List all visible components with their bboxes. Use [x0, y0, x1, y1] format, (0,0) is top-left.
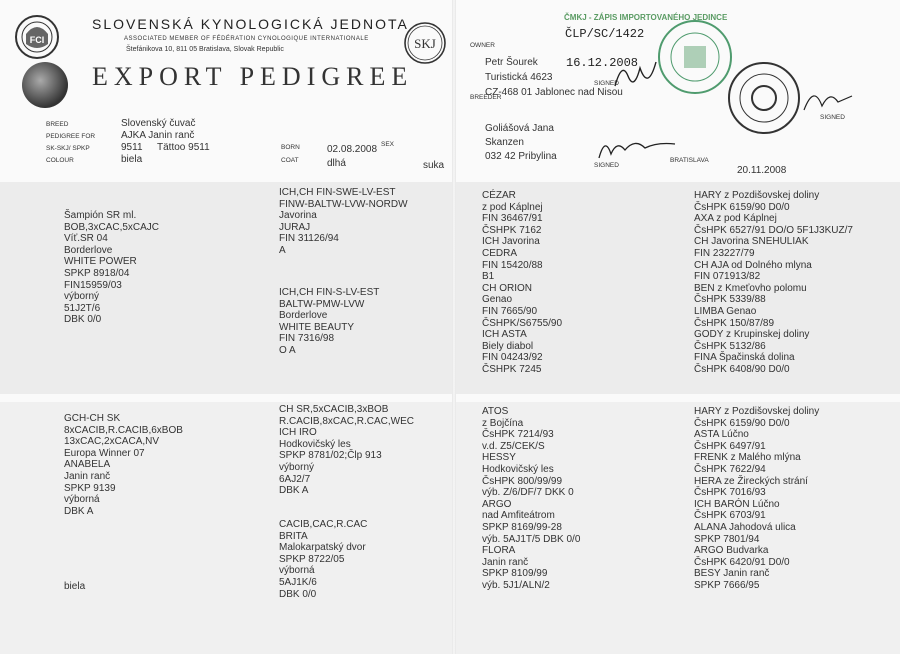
pedigree-line: ICH,CH FIN-SWE-LV-EST [279, 187, 396, 198]
pedigree-line: FIN 36467/91 [482, 213, 543, 225]
pedigree-line: Biely diabol [482, 340, 534, 352]
pedigree-line: ČsHPK 6408/90 D0/0 [694, 363, 790, 375]
owner-street: Turistická 4623 [485, 72, 553, 83]
owner-label: OWNER [470, 42, 495, 49]
pedigree-line: 8xCACIB,R.CACIB,6xBOB [64, 424, 183, 436]
pedigree-line: FIN 04243/92 [482, 352, 543, 364]
hologram-seal [22, 62, 68, 108]
breeder-label: BREEDER [470, 94, 502, 101]
pedigree-line: ČsHPK 800/99/99 [482, 475, 563, 487]
pedigree-line: O A [279, 344, 296, 356]
dog-name: AJKA Janin ranč [121, 130, 195, 141]
pedigree-line: LIMBA Genao [694, 305, 757, 317]
pedigree-line: ČsHPK 6159/90 D0/0 [694, 201, 790, 213]
pedigree-line: ICH BARÓN Lúčno [694, 498, 780, 510]
pedigree-line: CH SR,5xCACIB,3xBOB [279, 404, 389, 415]
pedigree-line: FIN 7316/98 [279, 333, 335, 345]
born-date: 02.08.2008 [327, 144, 378, 155]
pedigree-line: ICH,CH FIN-S-LV-EST [279, 287, 380, 298]
dam-colour: biela [64, 581, 86, 592]
tattoo-number: Tättoo 9511 [157, 142, 210, 153]
coat-label: COAT [281, 157, 299, 164]
pedigree-line: DBK A [64, 505, 94, 517]
pedigree-line: WHITE BEAUTY [279, 321, 355, 333]
pedigree-line: ČsHPK 5132/86 [694, 340, 766, 352]
skj-logo [402, 20, 448, 66]
dam-cell [64, 413, 183, 517]
pedigree-line: ČsHPK 6159/90 D0/0 [694, 417, 790, 429]
pedigree-line: CÉZAR [482, 190, 516, 201]
registration-number: 9511 [121, 142, 143, 153]
pedigree-line: HERA ze Žireckých strání [694, 475, 808, 487]
pedigree-line: v.d. Z5/CEK/S [482, 440, 545, 452]
pedigree-line: Borderlove [279, 310, 328, 322]
owner-signature [610, 56, 660, 96]
pedigree-line: výborná [279, 565, 315, 577]
import-stamp-title: ČMKJ - ZÁPIS IMPORTOVANÉHO JEDINCE [564, 13, 728, 22]
sex-label: SEX [381, 141, 395, 148]
pedigree-line: FIN 7665/90 [482, 305, 538, 317]
pedigree-line: ČsHPK 6703/91 [694, 510, 766, 522]
sire-fourth-generation-cell [694, 190, 853, 376]
document-title: EXPORT PEDIGREE [92, 62, 414, 91]
owner-date: 16.12.2008 [566, 56, 639, 70]
issue-date: 20.11.2008 [737, 165, 787, 176]
sex-value: suka [423, 160, 445, 171]
breed-value: Slovenský čuvač [121, 118, 196, 129]
pedigree-line: Borderlove [64, 244, 113, 256]
pedigree-line: CH ORION [482, 282, 532, 294]
pedigree-line: B1 [482, 271, 495, 283]
registrar-signature [800, 82, 856, 118]
pedigree-line: výb. 5J1/ALN/2 [482, 579, 550, 591]
pedigree-line: ČsHPK 7214/93 [482, 429, 554, 441]
organisation-address: Štefánikova 10, 811 05 Bratislava, Slovak Republic [126, 46, 284, 53]
pedigree-line: ČsHPK 6420/91 D0/0 [694, 556, 790, 568]
pedigree-line: CEDRA [482, 247, 518, 259]
pedigree-line: WHITE POWER [64, 256, 137, 268]
pedigree-line: HESSY [482, 452, 516, 464]
pedigree-line: CACIB,CAC,R.CAC [279, 519, 368, 530]
pedigree-line: ČsHPK 7016/93 [694, 487, 766, 499]
fci-membership: ASSOCIATED MEMBER OF FÉDÉRATION CYNOLOGIQUE INTERNATIONALE [124, 36, 369, 42]
pedigree-line: AXA z pod Káplnej [694, 213, 777, 225]
pedigree-line: HARY z Pozdišovskej doliny [694, 406, 820, 417]
pedigree-line: ČSHPK/S6755/90 [482, 317, 563, 329]
pedigree-line: ARGO Budvarka [694, 545, 769, 557]
pedigree-line: 5AJ1K/6 [279, 576, 317, 588]
pedigree-line: ANABELA [64, 459, 111, 471]
pedigree-line: FLORA [482, 545, 516, 557]
owner-city: CZ-468 01 Jablonec nad Nisou [485, 87, 623, 98]
pedigree-line: ČSHPK 7245 [482, 363, 542, 375]
pedigree-line: výb. Z/6/DF/7 DKK 0 [482, 487, 574, 499]
pedigree-line: ARGO [482, 498, 512, 510]
breeder-name: Goliášová Jana [485, 123, 554, 134]
pedigree-line: Javorina [279, 210, 317, 222]
sire-cell [64, 210, 159, 326]
breed-label: BREED [46, 121, 69, 128]
pedigree-line: FIN 23227/79 [694, 247, 755, 259]
colour-label: COLOUR [46, 157, 74, 164]
pedigree-line: BRITA [279, 530, 308, 542]
breeder-city: 032 42 Pribylina [485, 151, 557, 162]
pedigree-line: FINA Špačinská dolina [694, 352, 795, 364]
pedigree-line: DBK 0/0 [279, 588, 317, 600]
pedigree-line: SPKP 8169/99-28 [482, 521, 562, 533]
pedigree-line: ČsHPK 7622/94 [694, 463, 766, 475]
pedigree-line: Janin ranč [482, 556, 529, 568]
pedigree-line: Genao [482, 294, 513, 306]
pedigree-line: výborná [64, 494, 100, 506]
dam-sire-cell [279, 404, 414, 497]
pedigree-line: FIN 15420/88 [482, 259, 543, 271]
pedigree-line: FINW-BALTW-LVW-NORDW [279, 198, 408, 210]
pedigree-line: R.CACIB,8xCAC,R.CAC,WEC [279, 415, 415, 427]
pedigree-line: A [279, 244, 286, 256]
pedigree-line: 6AJ2/7 [279, 473, 311, 485]
pedigree-line: BESY Janin ranč [694, 568, 770, 580]
pedigree-line: SPKP 7801/94 [694, 533, 760, 545]
organisation-name: SLOVENSKÁ KYNOLOGICKÁ JEDNOTA [92, 16, 409, 32]
pedigree-line: Víť.SR 04 [64, 233, 108, 245]
pedigree-line: GCH-CH SK [64, 413, 121, 424]
coat-value: dlhá [327, 158, 346, 169]
round-stamp-black [726, 60, 802, 136]
pedigree-line: SPKP 8781/02;Člp 913 [279, 450, 382, 462]
registration-label: SK-SKJ/ SPKP [46, 145, 90, 152]
pedigree-line: Hodkovičský les [482, 463, 554, 475]
pedigree-line: Europa Winner 07 [64, 447, 145, 459]
dam-third-generation-cell [482, 406, 580, 592]
pedigree-line: HARY z Pozdišovskej doliny [694, 190, 820, 201]
pedigree-line: CH Javorina SNEHULIAK [694, 236, 809, 248]
dam-fourth-generation-cell [694, 406, 819, 592]
pedigree-line: Hodkovičský les [279, 438, 351, 450]
svg-text:FCI: FCI [29, 35, 45, 45]
page-fold [452, 0, 456, 654]
pedigree-line: DBK 0/0 [64, 314, 102, 326]
pedigree-line: ČsHPK 5339/88 [694, 294, 766, 306]
pedigree-line: SPKP 7666/95 [694, 579, 760, 591]
pedigree-line: FIN 31126/94 [279, 233, 339, 245]
pedigree-line: nad Amfiteátrom [482, 510, 555, 522]
pedigree-line: SPKP 9139 [64, 482, 116, 494]
pedigree-line: DBK A [279, 485, 309, 497]
pedigree-line: ALANA Jahodová ulica [694, 521, 796, 533]
pedigree-line: CH AJA od Dolného mlyna [694, 259, 812, 271]
pedigree-line: 13xCAC,2xCACA,NV [64, 436, 160, 448]
pedigree-line: ČsHPK 6497/91 [694, 440, 766, 452]
sire-sire-cell [279, 187, 408, 257]
sire-dam-cell [279, 287, 379, 357]
owner-signed-label: SIGNED [594, 80, 619, 87]
pedigree-line: ICH ASTA [482, 329, 527, 341]
pedigree-line: z pod Káplnej [482, 201, 543, 213]
pedigree-line: FRENK z Malého mlýna [694, 452, 801, 464]
pedigree-line: ASTA Lúčno [694, 429, 749, 441]
pedigree-for-label: PEDIGREE FOR [46, 133, 96, 140]
breeder-signed-label: SIGNED [594, 162, 619, 169]
pedigree-line: SPKP 8918/04 [64, 267, 130, 279]
pedigree-line: SPKP 8109/99 [482, 568, 548, 580]
dam-dam-cell [279, 519, 367, 600]
pedigree-line: BOB,3xCAC,5xCAJC [64, 221, 160, 233]
pedigree-line: Janin ranč [64, 470, 111, 482]
pedigree-line: BEN z Kmeťovho polomu [694, 282, 807, 294]
born-label: BORN [281, 144, 300, 151]
pedigree-line: Šampión SR ml. [64, 210, 137, 221]
pedigree-line: FIN 071913/82 [694, 271, 761, 283]
pedigree-line: ICH Javorina [482, 236, 540, 248]
fci-logo [14, 14, 60, 60]
breeder-signature [595, 132, 680, 164]
colour-value: biela [121, 154, 143, 165]
pedigree-line: JURAJ [279, 221, 311, 233]
breeder-street: Skanzen [485, 137, 524, 148]
import-registration: ČLP/SC/1422 [565, 27, 645, 41]
pedigree-line: Malokarpatský dvor [279, 542, 366, 554]
pedigree-line: ICH IRO [279, 427, 317, 439]
sire-third-generation-cell [482, 190, 562, 376]
pedigree-line: ČsHPK 6527/91 DO/O 5F1J3KUZ/7 [694, 224, 853, 236]
issue-place: BRATISLAVA [670, 157, 709, 164]
pedigree-line: 51J2T/6 [64, 302, 101, 314]
pedigree-line: GODY z Krupinskej doliny [694, 329, 810, 341]
round-stamp-green [656, 18, 734, 96]
pedigree-line: ATOS [482, 406, 509, 417]
registrar-signed-label: SIGNED [820, 114, 845, 121]
pedigree-line: ČsHPK 150/87/89 [694, 317, 775, 329]
pedigree-line: výborný [64, 291, 100, 303]
svg-text:SKJ: SKJ [414, 36, 436, 51]
pedigree-line: FIN15959/03 [64, 279, 122, 291]
pedigree-line: SPKP 8722/05 [279, 553, 345, 565]
pedigree-line: BALTW-PMW-LVW [279, 298, 365, 310]
pedigree-line: výborný [279, 461, 315, 473]
pedigree-line: z Bojčína [482, 417, 524, 429]
owner-name: Petr Šourek [485, 57, 538, 68]
pedigree-line: výb. 5AJ1T/5 DBK 0/0 [482, 533, 581, 545]
pedigree-line: ČSHPK 7162 [482, 224, 542, 236]
